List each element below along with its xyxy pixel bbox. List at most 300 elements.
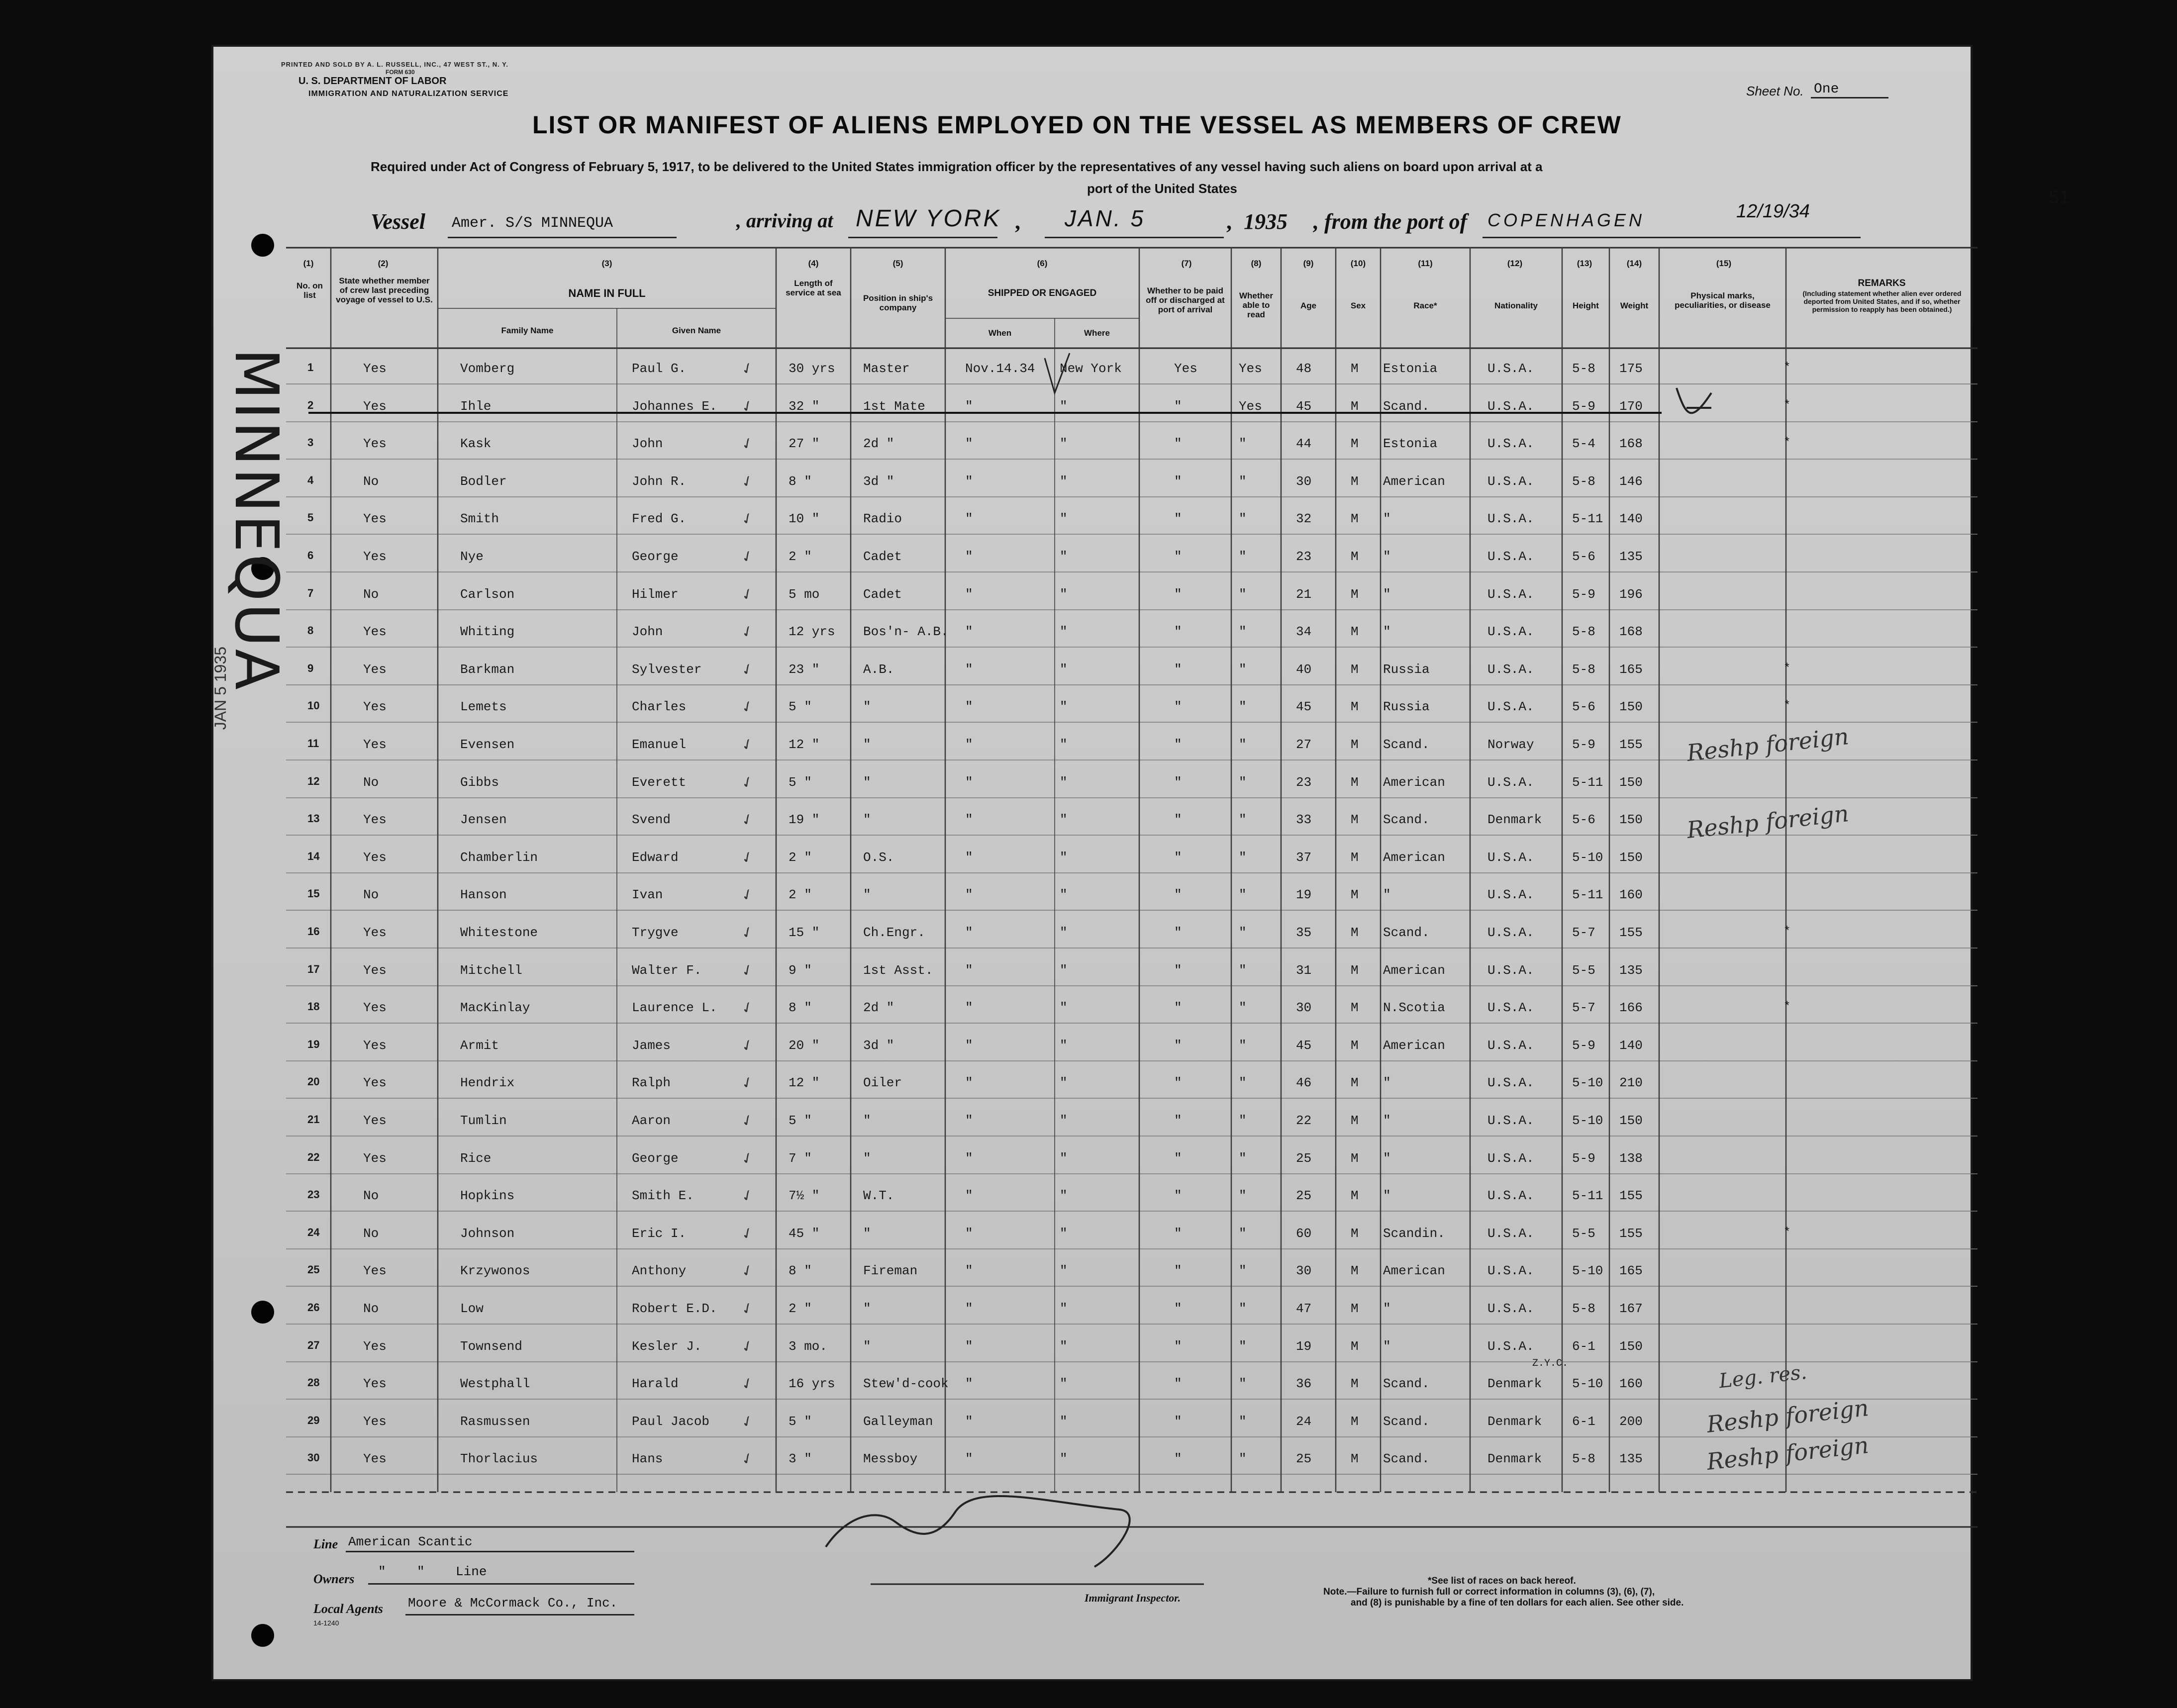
cell-nat: Denmark — [1487, 1414, 1542, 1429]
cell-race: American — [1383, 962, 1445, 978]
cell-weight: 155 — [1619, 925, 1643, 940]
cell-sex: M — [1351, 586, 1359, 602]
cell-position: " — [863, 1226, 871, 1241]
cell-paid: " — [1174, 1075, 1182, 1091]
cell-family: Nye — [460, 549, 484, 564]
cell-position: " — [863, 737, 871, 752]
cell-sex: M — [1351, 850, 1359, 865]
cell-sex: M — [1351, 962, 1359, 978]
cell-read: " — [1239, 850, 1247, 865]
cell-height: 5-11 — [1572, 1188, 1603, 1204]
check-mark-icon: ✓ — [738, 810, 757, 830]
cell-service: 2 " — [789, 850, 812, 865]
cell-read: " — [1239, 962, 1247, 978]
cell-weight: 196 — [1619, 586, 1643, 602]
cell-state: Yes — [363, 1451, 387, 1467]
cell-read: " — [1239, 1376, 1247, 1392]
cell-when: " — [965, 925, 973, 940]
cell-no: 7 — [307, 586, 314, 599]
cell-sex: M — [1351, 624, 1359, 640]
cell-no: 10 — [307, 699, 320, 712]
check-mark-icon: ✓ — [738, 1374, 757, 1394]
cell-paid: " — [1174, 1338, 1182, 1354]
cell-rem: * — [1783, 699, 1791, 713]
cell-height: 5-11 — [1572, 774, 1603, 790]
cell-sex: M — [1351, 1451, 1359, 1467]
cell-family: Low — [460, 1301, 484, 1316]
cell-state: Yes — [363, 962, 387, 978]
cell-when: " — [965, 586, 973, 602]
cell-position: " — [863, 887, 871, 903]
cell-nat: U.S.A. — [1487, 398, 1534, 414]
check-mark-icon: ✓ — [738, 584, 757, 605]
vessel-label: Vessel — [371, 209, 425, 234]
cell-race: Scandin. — [1383, 1226, 1445, 1241]
cell-family: Hanson — [460, 887, 507, 903]
cell-race: N.Scotia — [1383, 1000, 1445, 1016]
cell-read: " — [1239, 1150, 1247, 1166]
cell-service: 2 " — [789, 549, 812, 564]
page-number: 51 — [2049, 187, 2070, 208]
cell-where: " — [1060, 549, 1068, 564]
cell-sex: M — [1351, 662, 1359, 677]
col-num-6: (6) — [1037, 259, 1048, 268]
cell-weight: 150 — [1619, 774, 1643, 790]
cell-paid: " — [1174, 1226, 1182, 1241]
check-mark-icon: ✓ — [738, 772, 757, 793]
cell-family: Armit — [460, 1038, 499, 1053]
cell-paid: " — [1174, 1150, 1182, 1166]
cell-family: Lemets — [460, 699, 507, 715]
cell-age: 60 — [1296, 1226, 1312, 1241]
cell-read: " — [1239, 1451, 1247, 1467]
cell-where: " — [1060, 1150, 1068, 1166]
cell-no: 12 — [307, 774, 320, 787]
cell-read: " — [1239, 1038, 1247, 1053]
cell-race: " — [1383, 511, 1391, 527]
cell-where: " — [1060, 925, 1068, 940]
col-num-8: (8) — [1251, 259, 1262, 268]
cell-read: " — [1239, 887, 1247, 903]
cell-state: No — [363, 586, 379, 602]
cell-race: " — [1383, 887, 1391, 903]
cell-read: " — [1239, 1000, 1247, 1016]
cell-age: 45 — [1296, 398, 1312, 414]
cell-family: MacKinlay — [460, 1000, 530, 1016]
cell-where: " — [1060, 398, 1068, 414]
sheet-label: Sheet No. — [1746, 84, 1804, 98]
cell-height: 5-7 — [1572, 1000, 1595, 1016]
cell-service: 5 " — [789, 699, 812, 715]
cell-service: 7½ " — [789, 1188, 820, 1204]
cell-race: Scand. — [1383, 1451, 1430, 1467]
cell-when: " — [965, 1338, 973, 1354]
cell-position: 2d " — [863, 436, 894, 452]
cell-family: Ihle — [460, 398, 492, 414]
cell-position: 3d " — [863, 474, 894, 489]
cell-race: " — [1383, 1301, 1391, 1316]
comma: , — [1226, 209, 1232, 234]
cell-read: Yes — [1239, 398, 1262, 414]
cell-no: 6 — [307, 549, 314, 562]
cell-age: 44 — [1296, 436, 1312, 452]
cell-nat: U.S.A. — [1487, 1301, 1534, 1316]
cell-family: Smith — [460, 511, 499, 527]
cell-height: 5-10 — [1572, 1075, 1603, 1091]
cell-position: W.T. — [863, 1188, 894, 1204]
cell-height: 5-7 — [1572, 925, 1595, 940]
cell-paid: " — [1174, 737, 1182, 752]
cell-when: " — [965, 737, 973, 752]
cell-nat: U.S.A. — [1487, 1188, 1534, 1204]
cell-height: 5-8 — [1572, 662, 1595, 677]
cell-when: " — [965, 624, 973, 640]
cell-when: " — [965, 774, 973, 790]
cell-sex: M — [1351, 1226, 1359, 1241]
cell-nat: Denmark — [1487, 812, 1542, 828]
cell-state: Yes — [363, 549, 387, 564]
cell-position: Messboy — [863, 1451, 918, 1467]
cell-nat: U.S.A. — [1487, 624, 1534, 640]
header-age: Age — [1300, 301, 1317, 310]
cell-nat: U.S.A. — [1487, 1000, 1534, 1016]
cell-sex: M — [1351, 436, 1359, 452]
cell-family: Johnson — [460, 1226, 515, 1241]
cell-race: Scand. — [1383, 1414, 1430, 1429]
cell-sex: M — [1351, 1376, 1359, 1392]
cell-sex: M — [1351, 511, 1359, 527]
header-shipped: SHIPPED OR ENGAGED — [988, 288, 1097, 298]
cell-sex: M — [1351, 1150, 1359, 1166]
department: U. S. DEPARTMENT OF LABOR — [298, 76, 447, 87]
cell-when: " — [965, 962, 973, 978]
cell-where: " — [1060, 474, 1068, 489]
cell-height: 5-9 — [1572, 398, 1595, 414]
cell-no: 15 — [307, 887, 320, 900]
cell-sex: M — [1351, 1000, 1359, 1016]
cell-weight: 140 — [1619, 1038, 1643, 1053]
cell-nat: U.S.A. — [1487, 586, 1534, 602]
cell-state: Yes — [363, 436, 387, 452]
cell-rem: * — [1783, 361, 1791, 375]
cell-read: " — [1239, 549, 1247, 564]
cell-weight: 167 — [1619, 1301, 1643, 1316]
cell-paid: " — [1174, 887, 1182, 903]
cell-where: " — [1060, 1226, 1068, 1241]
line-value: American Scantic — [348, 1534, 473, 1549]
check-mark-icon: ✓ — [738, 660, 757, 680]
header-able-read: Whether able to read — [1239, 291, 1273, 319]
header-remarks-sub: (Including statement whether alien ever ordered deported from United States, and if so, whether permission to reapply has been obtained.) — [1802, 289, 1962, 313]
cell-read: " — [1239, 662, 1247, 677]
binder-hole — [251, 1624, 274, 1647]
cell-paid: " — [1174, 699, 1182, 715]
cell-nat: U.S.A. — [1487, 699, 1534, 715]
cell-when: " — [965, 1301, 973, 1316]
page-title: LIST OR MANIFEST OF ALIENS EMPLOYED ON THE VESSEL AS MEMBERS OF CREW — [532, 111, 1622, 139]
cell-family: Vomberg — [460, 361, 515, 376]
cell-read: " — [1239, 1226, 1247, 1241]
cell-family: Westphall — [460, 1376, 530, 1392]
cell-weight: 150 — [1619, 1338, 1643, 1354]
cell-position: Radio — [863, 511, 902, 527]
cell-weight: 168 — [1619, 624, 1643, 640]
header-paid-off: Whether to be paid off or discharged at port of arrival — [1146, 286, 1225, 314]
cell-rem: * — [1783, 662, 1791, 675]
cell-sex: M — [1351, 361, 1359, 376]
cell-state: Yes — [363, 398, 387, 414]
cell-state: Yes — [363, 925, 387, 940]
note-reshp-foreign-29: Reshp foreign — [1705, 1394, 1870, 1438]
header-sex: Sex — [1350, 301, 1366, 310]
cell-no: 17 — [307, 962, 320, 975]
cell-sex: M — [1351, 812, 1359, 828]
cell-paid: " — [1174, 1301, 1182, 1316]
cell-sex: M — [1351, 699, 1359, 715]
cell-height: 5-9 — [1572, 586, 1595, 602]
cell-state: No — [363, 474, 379, 489]
cell-race: Scand. — [1383, 1376, 1430, 1392]
cell-position: A.B. — [863, 662, 894, 677]
cell-family: Tumlin — [460, 1113, 507, 1128]
cell-paid: " — [1174, 774, 1182, 790]
check-mark-icon: ✓ — [738, 923, 757, 943]
cell-read: " — [1239, 624, 1247, 640]
cell-state: Yes — [363, 624, 387, 640]
cell-family: Thorlacius — [460, 1451, 538, 1467]
cell-weight: 155 — [1619, 1188, 1643, 1204]
cell-where: New York — [1060, 361, 1122, 376]
check-mark-icon: ✓ — [738, 1261, 757, 1282]
col-num-1: (1) — [303, 259, 314, 268]
cell-position: " — [863, 812, 871, 828]
cell-height: 5-6 — [1572, 812, 1595, 828]
cell-height: 5-5 — [1572, 1226, 1595, 1241]
cell-position: Cadet — [863, 586, 902, 602]
cell-when: " — [965, 699, 973, 715]
cell-nat: U.S.A. — [1487, 925, 1534, 940]
cell-age: 40 — [1296, 662, 1312, 677]
cell-position: " — [863, 1301, 871, 1316]
cell-nat: U.S.A. — [1487, 474, 1534, 489]
arriving-port: NEW YORK — [856, 205, 1001, 232]
note-zyc: Z.Y.C. — [1532, 1358, 1569, 1369]
header-length-service: Length of service at sea — [786, 279, 841, 297]
cell-age: 46 — [1296, 1075, 1312, 1091]
cell-nat: U.S.A. — [1487, 436, 1534, 452]
cell-given: Walter F. — [632, 962, 702, 978]
cell-given: Harald — [632, 1376, 679, 1392]
header-race: Race* — [1413, 301, 1437, 310]
cell-state: Yes — [363, 1414, 387, 1429]
cell-read: " — [1239, 1301, 1247, 1316]
check-mark-icon: ✓ — [738, 472, 757, 492]
cell-service: 30 yrs — [789, 361, 835, 376]
cell-given: Ivan — [632, 887, 663, 903]
cell-no: 11 — [307, 737, 319, 750]
cell-service: 19 " — [789, 812, 820, 828]
cell-paid: " — [1174, 812, 1182, 828]
cell-height: 5-6 — [1572, 549, 1595, 564]
col-num-3: (3) — [601, 259, 612, 268]
cell-family: Whiting — [460, 624, 515, 640]
cell-race: " — [1383, 586, 1391, 602]
cell-weight: 200 — [1619, 1414, 1643, 1429]
check-mark-icon: ✓ — [738, 1224, 757, 1244]
cell-no: 3 — [307, 436, 314, 449]
cell-family: Jensen — [460, 812, 507, 828]
cell-given: Kesler J. — [632, 1338, 702, 1354]
cell-when: " — [965, 549, 973, 564]
cell-where: " — [1060, 1338, 1068, 1354]
check-mark-icon: ✓ — [738, 848, 757, 868]
check-mark-icon: ✓ — [738, 1336, 757, 1357]
requirement-line-1: Required under Act of Congress of February 5, 1917, to be delivered to the United States immigration officer by the representatives of any vessel having such aliens on board upon arrival at a — [371, 159, 1543, 174]
cell-race: " — [1383, 1113, 1391, 1128]
cell-state: No — [363, 887, 379, 903]
cell-weight: 150 — [1619, 699, 1643, 715]
cell-paid: " — [1174, 962, 1182, 978]
cell-nat: U.S.A. — [1487, 1338, 1534, 1354]
cell-state: Yes — [363, 699, 387, 715]
note-fine: and (8) is punishable by a fine of ten dollars for each alien. See other side. — [1351, 1598, 1684, 1608]
cell-nat: U.S.A. — [1487, 662, 1534, 677]
cell-position: O.S. — [863, 850, 894, 865]
cell-given: Charles — [632, 699, 687, 715]
cell-sex: M — [1351, 1188, 1359, 1204]
cell-race: " — [1383, 1338, 1391, 1354]
cell-no: 21 — [307, 1113, 320, 1126]
header-position: Position in ship's company — [863, 293, 933, 312]
form-number: FORM 630 — [386, 69, 415, 76]
cell-position: " — [863, 699, 871, 715]
cell-weight: 135 — [1619, 962, 1643, 978]
cell-when: " — [965, 1376, 973, 1392]
cell-race: American — [1383, 474, 1445, 489]
sheet-value: One — [1811, 82, 1888, 98]
cell-nat: Denmark — [1487, 1376, 1542, 1392]
cell-state: No — [363, 1188, 379, 1204]
cell-race: " — [1383, 1150, 1391, 1166]
cell-sex: M — [1351, 1263, 1359, 1279]
cell-state: No — [363, 774, 379, 790]
cell-family: Hendrix — [460, 1075, 515, 1091]
cell-race: " — [1383, 549, 1391, 564]
check-mark-icon: ✓ — [738, 1186, 757, 1206]
col-num-14: (14) — [1626, 259, 1642, 268]
cell-given: Robert E.D. — [632, 1301, 717, 1316]
check-mark-icon: ✓ — [738, 1111, 757, 1131]
check-mark-icon: ✓ — [738, 885, 757, 906]
cell-where: " — [1060, 1451, 1068, 1467]
note-reshp-foreign-11: Reshp foreign — [1685, 723, 1850, 766]
cell-state: Yes — [363, 511, 387, 527]
cell-paid: Yes — [1174, 361, 1197, 376]
cell-when: " — [965, 1075, 973, 1091]
note-reshp-foreign-30: Reshp foreign — [1705, 1431, 1870, 1475]
cell-height: 5-6 — [1572, 699, 1595, 715]
cell-family: Chamberlin — [460, 850, 538, 865]
cell-paid: " — [1174, 850, 1182, 865]
binder-hole — [251, 1301, 274, 1324]
cell-where: " — [1060, 887, 1068, 903]
cell-position: " — [863, 1113, 871, 1128]
cell-where: " — [1060, 962, 1068, 978]
cell-nat: U.S.A. — [1487, 850, 1534, 865]
cell-race: Russia — [1383, 699, 1430, 715]
cell-nat: U.S.A. — [1487, 774, 1534, 790]
cell-age: 27 — [1296, 737, 1312, 752]
cell-no: 18 — [307, 1000, 320, 1013]
cell-family: Evensen — [460, 737, 515, 752]
cell-rem: * — [1783, 398, 1791, 412]
cell-age: 30 — [1296, 1000, 1312, 1016]
cell-given: Svend — [632, 812, 671, 828]
cell-paid: " — [1174, 586, 1182, 602]
inspector-label: Immigrant Inspector. — [1085, 1592, 1181, 1604]
agents-label: Local Agents — [313, 1602, 383, 1616]
cell-service: 12 yrs — [789, 624, 835, 640]
cell-given: Paul G. — [632, 361, 687, 376]
cell-where: " — [1060, 1000, 1068, 1016]
cell-age: 31 — [1296, 962, 1312, 978]
col-num-15: (15) — [1716, 259, 1732, 268]
cell-race: American — [1383, 850, 1445, 865]
cell-service: 23 " — [789, 662, 820, 677]
cell-family: Hopkins — [460, 1188, 515, 1204]
service: IMMIGRATION AND NATURALIZATION SERVICE — [308, 90, 509, 98]
cell-weight: 135 — [1619, 1451, 1643, 1467]
cell-sex: M — [1351, 1414, 1359, 1429]
cell-age: 37 — [1296, 850, 1312, 865]
cell-service: 3 mo. — [789, 1338, 828, 1354]
check-mark-icon: ✓ — [738, 998, 757, 1018]
cell-when: " — [965, 1188, 973, 1204]
cell-weight: 160 — [1619, 887, 1643, 903]
cell-given: Aaron — [632, 1113, 671, 1128]
cell-sex: M — [1351, 925, 1359, 940]
cell-weight: 150 — [1619, 1113, 1643, 1128]
cell-rem: * — [1783, 1000, 1791, 1014]
cell-read: " — [1239, 1338, 1247, 1354]
cell-position: " — [863, 774, 871, 790]
agents-value: Moore & McCormack Co., Inc. — [408, 1596, 618, 1611]
binder-hole — [251, 234, 274, 257]
cell-nat: Denmark — [1487, 1451, 1542, 1467]
cell-state: Yes — [363, 1376, 387, 1392]
owners-value: " " Line — [378, 1564, 487, 1579]
cell-where: " — [1060, 1263, 1068, 1279]
cell-state: Yes — [363, 812, 387, 828]
cell-position: Ch.Engr. — [863, 925, 925, 940]
cell-given: Eric I. — [632, 1226, 687, 1241]
cell-given: John R. — [632, 474, 687, 489]
cell-family: Bodler — [460, 474, 507, 489]
cell-paid: " — [1174, 1188, 1182, 1204]
cell-race: Scand. — [1383, 812, 1430, 828]
cell-weight: 150 — [1619, 850, 1643, 865]
cell-race: Scand. — [1383, 398, 1430, 414]
cell-sex: M — [1351, 1113, 1359, 1128]
cell-where: " — [1060, 511, 1068, 527]
cell-given: Emanuel — [632, 737, 687, 752]
cell-weight: 170 — [1619, 398, 1643, 414]
cell-when: " — [965, 812, 973, 828]
check-mark-icon: ✓ — [738, 1412, 757, 1432]
cell-given: Paul Jacob — [632, 1414, 710, 1429]
cell-service: 12 " — [789, 737, 820, 752]
cell-nat: U.S.A. — [1487, 1113, 1534, 1128]
